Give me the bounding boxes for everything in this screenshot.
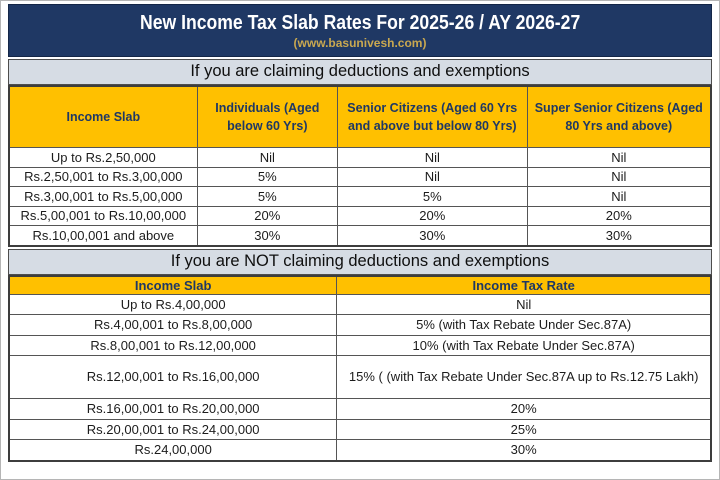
tax-rate-cell: Nil (527, 148, 711, 168)
table-row (9, 419, 711, 440)
income-slab-cell: Rs.2,50,001 to Rs.3,00,000 (9, 167, 197, 187)
column-header-income-tax-rate: Income Tax Rate (337, 276, 711, 295)
table-row (9, 226, 711, 246)
tax-rate-cell: Nil (527, 187, 711, 207)
table-row (9, 187, 711, 207)
tax-rate-cell: 5% (338, 187, 528, 207)
income-slab-cell: Rs.4,00,001 to Rs.8,00,000 (9, 315, 337, 336)
table-header-row (9, 276, 711, 295)
tax-rate-cell: Nil (338, 148, 528, 168)
tax-rate-cell: 30% (337, 440, 711, 461)
tax-rate-cell: Nil (337, 294, 711, 315)
tax-rate-cell: Nil (338, 167, 528, 187)
income-slab-cell: Rs.5,00,001 to Rs.10,00,000 (9, 206, 197, 226)
income-slab-cell: Rs.24,00,000 (9, 440, 337, 461)
tax-rate-cell: 20% (337, 399, 711, 420)
tax-rate-cell: 30% (197, 226, 337, 246)
tax-rate-cell: 25% (337, 419, 711, 440)
tax-rate-cell: 15% ( (with Tax Rebate Under Sec.87A up to Rs.12.75 Lakh) (337, 356, 711, 399)
income-slab-cell: Rs.3,00,001 to Rs.5,00,000 (9, 187, 197, 207)
income-slab-cell: Up to Rs.2,50,000 (9, 148, 197, 168)
column-header-individuals: Individuals (Aged below 60 Yrs) (197, 86, 337, 148)
tax-rate-cell: 5% (197, 167, 337, 187)
tax-rate-cell: 30% (338, 226, 528, 246)
table-row (9, 335, 711, 356)
table-row (9, 399, 711, 420)
tax-rate-cell: 30% (527, 226, 711, 246)
site-url: (www.basunivesh.com) (293, 35, 427, 50)
section-banner-claiming: If you are claiming deductions and exemptions (8, 59, 712, 85)
column-header-super-senior-citizens: Super Senior Citizens (Aged 80 Yrs and above) (527, 86, 711, 148)
tax-rate-cell: 5% (with Tax Rebate Under Sec.87A) (337, 315, 711, 336)
table-row (9, 167, 711, 187)
income-slab-cell: Rs.16,00,001 to Rs.20,00,000 (9, 399, 337, 420)
no-deductions-table (8, 275, 712, 462)
income-slab-cell: Up to Rs.4,00,000 (9, 294, 337, 315)
tax-rate-cell: 20% (197, 206, 337, 226)
income-slab-cell: Rs.8,00,001 to Rs.12,00,000 (9, 335, 337, 356)
income-slab-cell: Rs.20,00,001 to Rs.24,00,000 (9, 419, 337, 440)
tax-rate-cell: Nil (197, 148, 337, 168)
income-slab-cell: Rs.10,00,001 and above (9, 226, 197, 246)
column-header-income-slab: Income Slab (9, 86, 197, 148)
table-row (9, 356, 711, 399)
table-row (9, 315, 711, 336)
column-header-senior-citizens: Senior Citizens (Aged 60 Yrs and above but below 80 Yrs) (338, 86, 528, 148)
section-banner-not-claiming: If you are NOT claiming deductions and exemptions (8, 249, 712, 275)
tax-rate-cell: 5% (197, 187, 337, 207)
table-row (9, 206, 711, 226)
income-slab-cell: Rs.12,00,001 to Rs.16,00,000 (9, 356, 337, 399)
table-row (9, 294, 711, 315)
tax-rate-cell: 20% (338, 206, 528, 226)
page-title: New Income Tax Slab Rates For 2025-26 / AY 2026-27 (139, 11, 581, 34)
tax-rate-cell: Nil (527, 167, 711, 187)
table-row (9, 148, 711, 168)
column-header-income-slab: Income Slab (9, 276, 337, 295)
tax-rate-cell: 10% (with Tax Rebate Under Sec.87A) (337, 335, 711, 356)
tax-rate-cell: 20% (527, 206, 711, 226)
title-block (8, 4, 712, 57)
table-header-row (9, 86, 711, 148)
table-row (9, 440, 711, 461)
deductions-table (8, 85, 712, 247)
